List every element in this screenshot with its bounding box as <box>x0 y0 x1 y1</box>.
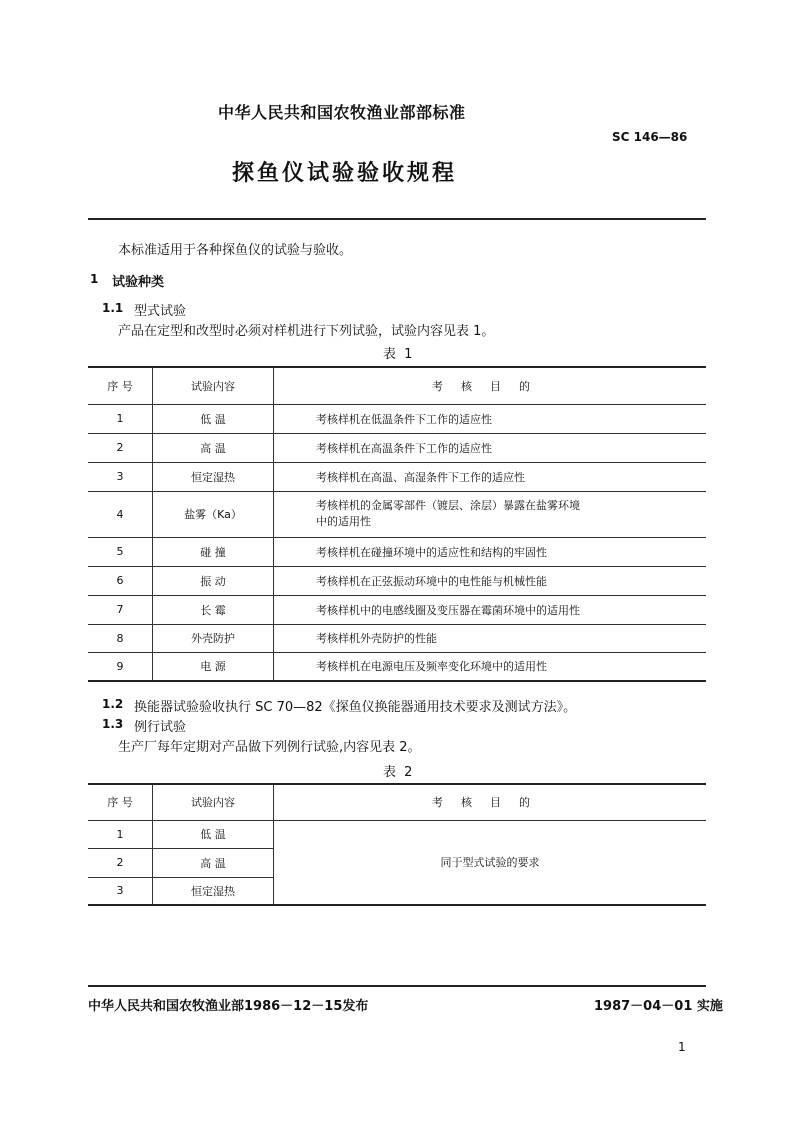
header-purpose: 考核目的 <box>274 367 707 404</box>
table-row <box>88 595 706 624</box>
row-purpose: 考核样机在高温、高湿条件下工作的适应性 <box>274 462 707 491</box>
row-purpose: 考核样机的金属零部件（镀层、涂层）暴露在盐雾环境中的适用性 <box>274 491 707 537</box>
issuing-ministry: 中华人民共和国农牧渔业部部标准 <box>218 103 466 122</box>
table-header-row <box>88 784 706 820</box>
row-seq: 1 <box>116 827 124 841</box>
table-1 <box>88 366 706 682</box>
table-row <box>88 566 706 595</box>
table-row <box>88 404 706 433</box>
table-2 <box>88 783 706 906</box>
table-row <box>88 433 706 462</box>
section-1-title: 试验种类 <box>112 275 165 290</box>
section-1-number: 1 <box>90 272 99 286</box>
row-test-item: 碰 撞 <box>153 537 274 566</box>
row-seq: 2 <box>116 441 124 454</box>
row-purpose: 考核样机外壳防护的性能 <box>274 624 707 652</box>
section-1-1-title: 型式试验 <box>134 304 187 319</box>
header-seq: 序 号 <box>107 796 133 810</box>
section-1-2-number: 1.2 <box>102 697 124 711</box>
row-test-item: 长 霉 <box>153 595 274 624</box>
row-test-item: 恒定湿热 <box>153 462 274 491</box>
row-seq: 2 <box>116 856 124 869</box>
table-row <box>88 820 706 848</box>
section-1-3-title: 例行试验 <box>134 720 187 735</box>
row-seq: 6 <box>116 574 124 587</box>
footer-divider <box>88 985 706 987</box>
page-number: 1 <box>678 1040 686 1054</box>
table-row <box>88 537 706 566</box>
row-seq: 3 <box>116 884 124 898</box>
document-title: 探鱼仪试验验收规程 <box>232 161 458 186</box>
row-seq: 8 <box>116 631 124 645</box>
merged-purpose-cell: 同于型式试验的要求 <box>274 820 707 905</box>
row-test-item: 高 温 <box>153 848 274 877</box>
table-row <box>88 652 706 681</box>
section-1-1-number: 1.1 <box>102 301 124 315</box>
table-2-caption: 表 2 <box>383 765 415 780</box>
row-seq: 1 <box>116 412 124 425</box>
table-header-row <box>88 367 706 404</box>
header-divider <box>88 218 706 220</box>
effective-date: 1987－04－01 实施 <box>594 999 723 1014</box>
row-seq: 9 <box>116 659 124 673</box>
row-seq: 7 <box>116 603 124 616</box>
row-test-item: 盐雾（Ka） <box>153 491 274 537</box>
row-purpose: 考核样机在电源电压及频率变化环境中的适用性 <box>274 652 707 681</box>
row-seq: 3 <box>116 470 124 483</box>
header-test-item: 试验内容 <box>153 784 274 820</box>
row-purpose: 考核样机中的电感线圈及变压器在霉菌环境中的适用性 <box>274 595 707 624</box>
row-purpose: 考核样机在低温条件下工作的适应性 <box>274 404 707 433</box>
row-test-item: 低 温 <box>153 820 274 848</box>
row-seq: 4 <box>116 507 124 521</box>
section-1-3-number: 1.3 <box>102 717 124 731</box>
row-test-item: 低 温 <box>153 404 274 433</box>
row-purpose: 考核样机在碰撞环境中的适应性和结构的牢固性 <box>274 537 707 566</box>
row-test-item: 恒定湿热 <box>153 877 274 905</box>
header-purpose: 考核目的 <box>274 784 707 820</box>
row-test-item: 电 源 <box>153 652 274 681</box>
section-1-1-text: 产品在定型和改型时必须对样机进行下列试验，试验内容见表 1。 <box>118 324 495 339</box>
section-1-3-text: 生产厂每年定期对产品做下列例行试验,内容见表 2。 <box>118 740 421 755</box>
table-row <box>88 462 706 491</box>
table-1-caption: 表 1 <box>383 347 415 362</box>
row-test-item: 外壳防护 <box>153 624 274 652</box>
issue-date: 中华人民共和国农牧渔业部1986－12－15发布 <box>88 999 369 1014</box>
header-test-item: 试验内容 <box>153 367 274 404</box>
standard-code: SC 146—86 <box>612 130 688 144</box>
row-purpose: 考核样机在正弦振动环境中的电性能与机械性能 <box>274 566 707 595</box>
table-row <box>88 491 706 537</box>
row-test-item: 高 温 <box>153 433 274 462</box>
table-row <box>88 624 706 652</box>
row-seq: 5 <box>116 545 124 558</box>
header-seq: 序 号 <box>107 379 133 393</box>
scope-paragraph: 本标准适用于各种探鱼仪的试验与验收。 <box>118 243 353 258</box>
row-test-item: 振 动 <box>153 566 274 595</box>
section-1-2-text: 换能器试验验收执行 SC 70—82《探鱼仪换能器通用技术要求及测试方法》。 <box>134 700 577 715</box>
row-purpose: 考核样机在高温条件下工作的适应性 <box>274 433 707 462</box>
